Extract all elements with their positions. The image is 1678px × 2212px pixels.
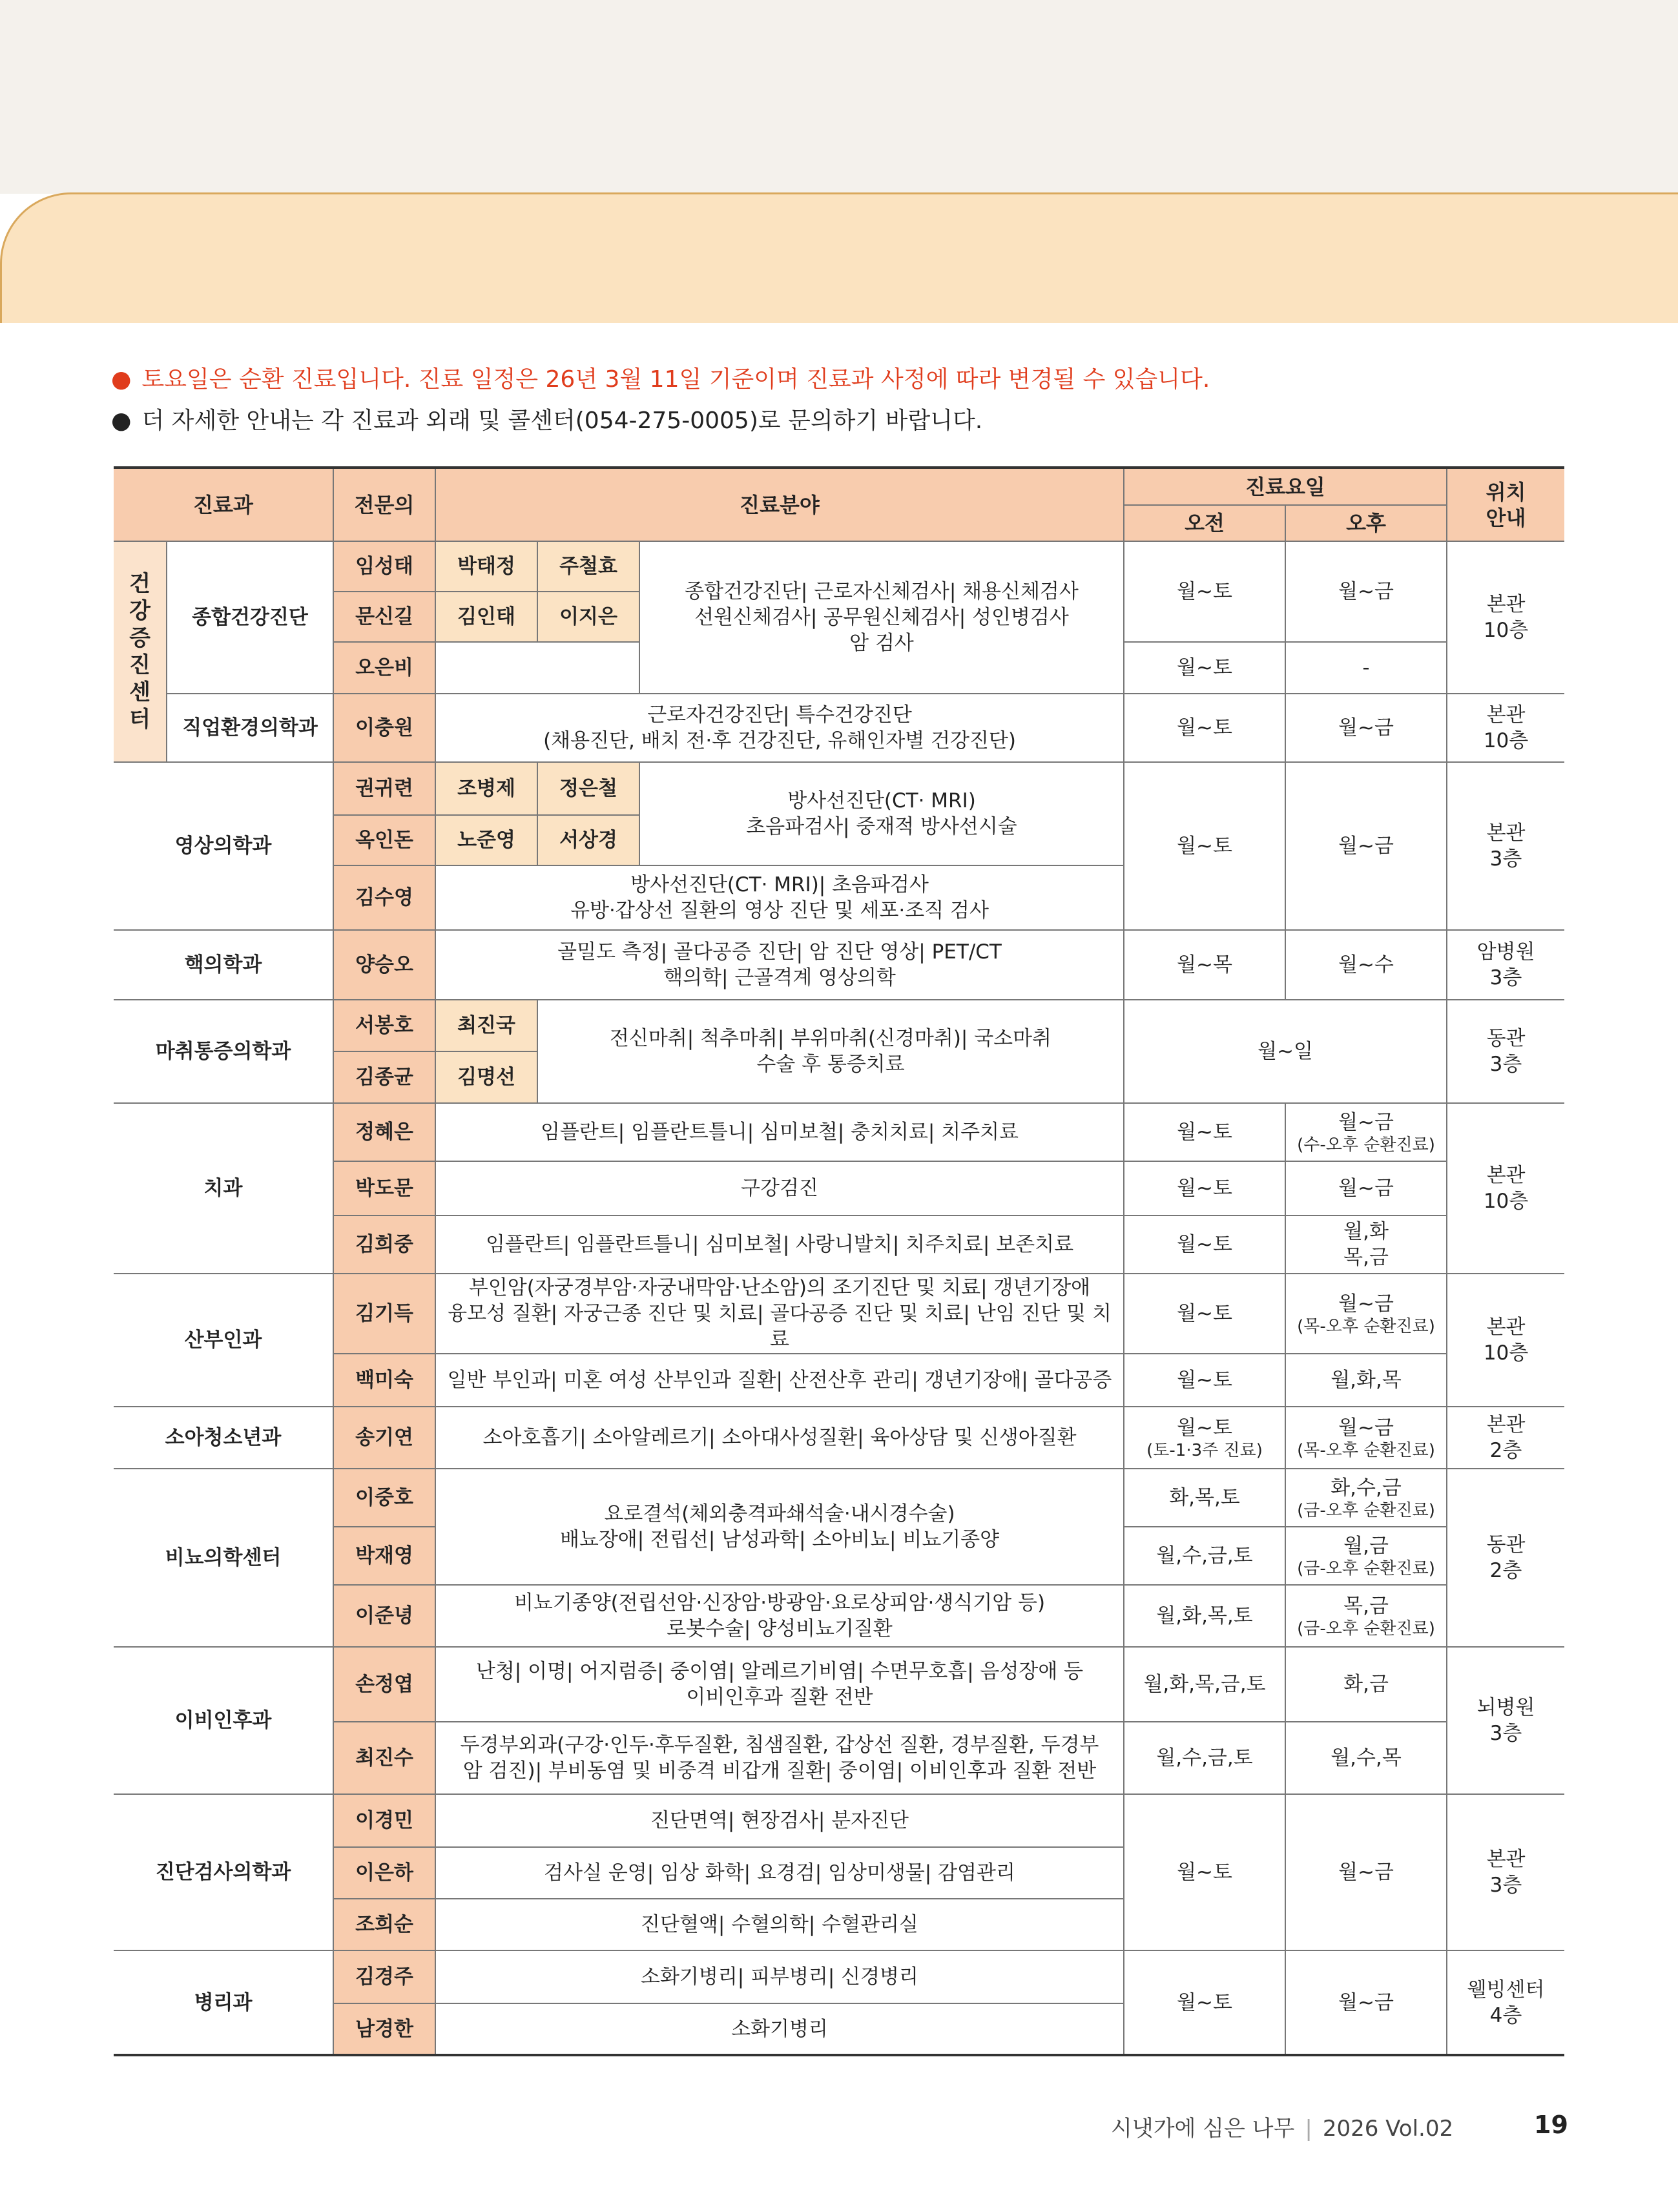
footer-separator: | — [1305, 2116, 1312, 2142]
am-note: (토-1·3주 진료) — [1146, 1441, 1263, 1460]
field-text: 요로결석(체외충격파쇄석술·내시경수술) 배뇨장애| 전립선| 남성과학| 소아비뇨| 비뇨기종양 — [435, 1469, 1124, 1585]
doctor-name: 옥인돈 — [333, 815, 435, 865]
pm-days: 월~금 — [1285, 541, 1447, 642]
field-text: 진단혈액| 수혈의학| 수혈관리실 — [435, 1899, 1124, 1950]
pm-days-text: 월~금 — [1338, 1416, 1394, 1440]
magazine-title: 시냇가에 심은 나무 — [1111, 2116, 1295, 2142]
pm-days — [1285, 1585, 1447, 1647]
pm-note: (금-오후 순환진료) — [1297, 1559, 1435, 1578]
pm-note: (수-오후 순환진료) — [1297, 1135, 1435, 1155]
page-number: 19 — [1534, 2111, 1568, 2139]
doctor-name: 정은철 — [537, 762, 639, 815]
field-text: 소화기병리 — [435, 2003, 1124, 2055]
field-text: 임플란트| 임플란트틀니| 심미보철| 사랑니발치| 치주치료| 보존치료 — [435, 1215, 1124, 1274]
am-days: 월~토 — [1124, 694, 1285, 762]
pm-days: 월~금 — [1285, 694, 1447, 762]
pm-days — [1285, 1407, 1447, 1469]
pm-days-text: 월~금 — [1338, 1292, 1394, 1316]
doctor-name: 권귀련 — [333, 762, 435, 815]
doctor-name: 조희순 — [333, 1899, 435, 1950]
am-days: 월~토 — [1124, 1794, 1285, 1950]
doctor-name: 김기득 — [333, 1274, 435, 1354]
dept-name: 병리과 — [114, 1950, 333, 2055]
notice-block — [111, 359, 1597, 442]
pm-days: 월,화 목,금 — [1285, 1215, 1447, 1274]
doctor-name: 박재영 — [333, 1527, 435, 1585]
doctor-name: 문신길 — [333, 592, 435, 642]
dept-name: 산부인과 — [114, 1274, 333, 1407]
location: 본관 10층 — [1447, 1103, 1564, 1274]
pm-days — [1285, 1103, 1447, 1161]
am-days-text: 월~토 — [1177, 1416, 1232, 1440]
header-field: 진료분야 — [435, 468, 1124, 541]
field-text: 구강검진 — [435, 1161, 1124, 1215]
pm-days: 월~수 — [1285, 930, 1447, 1000]
issue-label: 2026 Vol.02 — [1322, 2116, 1454, 2142]
doctor-name: 서봉호 — [333, 1000, 435, 1051]
doctor-name: 임성태 — [333, 541, 435, 592]
bullet-icon: ● — [111, 366, 132, 393]
schedule-table — [114, 466, 1564, 2056]
location: 본관 10층 — [1447, 541, 1564, 694]
pm-days — [1285, 1274, 1447, 1354]
doctor-name: 김수영 — [333, 865, 435, 930]
doctor-name: 송기연 — [333, 1407, 435, 1469]
section-tab — [0, 192, 1678, 323]
pm-days — [1285, 1469, 1447, 1527]
notice-contact: ● 더 자세한 안내는 각 진료과 외래 및 콜센터(054-275-0005)로 문의하기 바랍니다. — [111, 400, 1597, 442]
field-text: 방사선진단(CT· MRI)| 초음파검사 유방·갑상선 질환의 영상 진단 및 세포·조직 검사 — [435, 865, 1124, 930]
location: 본관 3층 — [1447, 762, 1564, 930]
am-days: 화,목,토 — [1124, 1469, 1285, 1527]
doctor-name: 손정엽 — [333, 1647, 435, 1722]
doctor-name: 김경주 — [333, 1950, 435, 2003]
pm-days: 월~금 — [1285, 1794, 1447, 1950]
doctor-name: 박도문 — [333, 1161, 435, 1215]
doctor-name: 김인태 — [435, 592, 537, 642]
field-text: 소화기병리| 피부병리| 신경병리 — [435, 1950, 1124, 2003]
field-text: 난청| 이명| 어지럼증| 중이염| 알레르기비염| 수면무호흡| 음성장애 등 이비인후과 질환 전반 — [435, 1647, 1124, 1722]
field-text: 근로자건강진단| 특수건강진단 (채용진단, 배치 전·후 건강진단, 유해인자별 건강진단) — [435, 694, 1124, 762]
pm-days: - — [1285, 642, 1447, 694]
header-days: 진료요일 — [1124, 468, 1447, 505]
doctor-name: 이충원 — [333, 694, 435, 762]
field-text: 전신마취| 척추마취| 부위마취(신경마취)| 국소마취 수술 후 통증치료 — [537, 1000, 1124, 1103]
dept-name: 치과 — [114, 1103, 333, 1274]
location: 본관 10층 — [1447, 694, 1564, 762]
pm-days: 화,금 — [1285, 1647, 1447, 1722]
dept-name: 직업환경의학과 — [167, 694, 333, 762]
pm-days: 월~금 — [1285, 1950, 1447, 2055]
field-text: 부인암(자궁경부암·자궁내막암·난소암)의 조기진단 및 치료| 갱년기장애 융모성 질환| 자궁근종 진단 및 치료| 골다공증 진단 및 치료| 난임 진단 및 치료 — [435, 1274, 1124, 1354]
field-text: 종합건강진단| 근로자신체검사| 채용신체검사 선원신체검사| 공무원신체검사| 성인병검사 암 검사 — [639, 541, 1124, 694]
pm-days: 월~금 — [1285, 1161, 1447, 1215]
pm-days-text: 목,금 — [1343, 1595, 1389, 1618]
am-days — [1124, 1407, 1285, 1469]
doctor-name: 오은비 — [333, 642, 435, 694]
doctor-name: 이지은 — [537, 592, 639, 642]
dept-name: 핵의학과 — [114, 930, 333, 1000]
dept-name: 비뇨의학센터 — [114, 1469, 333, 1647]
page-footer — [1111, 2111, 1576, 2143]
doctor-name: 김종균 — [333, 1051, 435, 1103]
pm-note: (금-오후 순환진료) — [1297, 1619, 1435, 1638]
am-days: 월~토 — [1124, 1950, 1285, 2055]
am-days: 월,화,목,토 — [1124, 1585, 1285, 1647]
pm-days-text: 월~금 — [1338, 1111, 1394, 1134]
field-text: 진단면역| 현장검사| 분자진단 — [435, 1794, 1124, 1847]
field-text: 검사실 운영| 임상 화학| 요경검| 임상미생물| 감염관리 — [435, 1847, 1124, 1899]
doctor-name: 주철효 — [537, 541, 639, 592]
field-text: 일반 부인과| 미혼 여성 산부인과 질환| 산전산후 관리| 갱년기장애| 골다공증 — [435, 1354, 1124, 1407]
notice-rotation: ● 토요일은 순환 진료입니다. 진료 일정은 26년 3월 11일 기준이며 진료과 사정에 따라 변경될 수 있습니다. — [111, 359, 1597, 400]
pm-days: 월,화,목 — [1285, 1354, 1447, 1407]
location: 암병원 3층 — [1447, 930, 1564, 1000]
doctor-name: 정혜은 — [333, 1103, 435, 1161]
location: 본관 10층 — [1447, 1274, 1564, 1407]
location: 뇌병원 3층 — [1447, 1647, 1564, 1794]
am-days: 월,수,금,토 — [1124, 1527, 1285, 1585]
doctor-name: 남경한 — [333, 2003, 435, 2055]
am-days: 월~토 — [1124, 1161, 1285, 1215]
doctor-name: 박태정 — [435, 541, 537, 592]
pm-days: 월,수,목 — [1285, 1722, 1447, 1794]
doctor-name: 최진수 — [333, 1722, 435, 1794]
field-text: 골밀도 측정| 골다공증 진단| 암 진단 영상| PET/CT 핵의학| 근골격계 영상의학 — [435, 930, 1124, 1000]
doctor-name: 양승오 — [333, 930, 435, 1000]
am-days: 월~토 — [1124, 541, 1285, 642]
am-days: 월~토 — [1124, 642, 1285, 694]
pm-note: (목-오후 순환진료) — [1297, 1317, 1435, 1336]
doctor-name: 노준영 — [435, 815, 537, 865]
dept-name: 마취통증의학과 — [114, 1000, 333, 1103]
header-doctor: 전문의 — [333, 468, 435, 541]
pm-note: (금-오후 순환진료) — [1297, 1501, 1435, 1520]
field-text: 비뇨기종양(전립선암·신장암·방광암·요로상피암·생식기암 등) 로봇수술| 양성비뇨기질환 — [435, 1585, 1124, 1647]
header-dept: 진료과 — [114, 468, 333, 541]
empty-cell — [435, 642, 639, 694]
am-days: 월,수,금,토 — [1124, 1722, 1285, 1794]
am-days: 월~토 — [1124, 762, 1285, 930]
field-text: 방사선진단(CT· MRI) 초음파검사| 중재적 방사선시술 — [639, 762, 1124, 865]
dept-name: 종합건강진단 — [167, 541, 333, 694]
header-am: 오전 — [1124, 505, 1285, 541]
header-location: 위치 안내 — [1447, 468, 1564, 541]
group-health-center: 건 강 증 진 센 터 — [114, 541, 167, 762]
pm-days — [1285, 1527, 1447, 1585]
location: 동관 3층 — [1447, 1000, 1564, 1103]
location: 동관 2층 — [1447, 1469, 1564, 1647]
pm-days: 월~금 — [1285, 762, 1447, 930]
doctor-name: 백미숙 — [333, 1354, 435, 1407]
doctor-name: 서상경 — [537, 815, 639, 865]
location: 본관 3층 — [1447, 1794, 1564, 1950]
header-band — [0, 0, 1678, 194]
doctor-name: 이중호 — [333, 1469, 435, 1527]
doctor-name: 이경민 — [333, 1794, 435, 1847]
field-text: 소아호흡기| 소아알레르기| 소아대사성질환| 육아상담 및 신생아질환 — [435, 1407, 1124, 1469]
bullet-icon: ● — [111, 408, 132, 434]
pm-days-text: 화,수,금 — [1331, 1476, 1402, 1500]
dept-name: 영상의학과 — [114, 762, 333, 930]
field-text: 두경부외과(구강·인두·후두질환, 침샘질환, 갑상선 질환, 경부질환, 두경부 암 검진)| 부비동염 및 비중격 비갑개 질환| 중이염| 이비인후과 질환 전반 — [435, 1722, 1124, 1794]
am-days: 월~토 — [1124, 1215, 1285, 1274]
am-days: 월~목 — [1124, 930, 1285, 1000]
days: 월~일 — [1124, 1000, 1447, 1103]
doctor-name: 최진국 — [435, 1000, 537, 1051]
header-pm: 오후 — [1285, 505, 1447, 541]
dept-name: 소아청소년과 — [114, 1407, 333, 1469]
pm-days-text: 월,금 — [1343, 1535, 1389, 1558]
am-days: 월,화,목,금,토 — [1124, 1647, 1285, 1722]
doctor-name: 김명선 — [435, 1051, 537, 1103]
doctor-name: 조병제 — [435, 762, 537, 815]
field-text: 임플란트| 임플란트틀니| 심미보철| 충치치료| 치주치료 — [435, 1103, 1124, 1161]
dept-name: 이비인후과 — [114, 1647, 333, 1794]
pm-note: (목-오후 순환진료) — [1297, 1441, 1435, 1460]
doctor-name: 이준녕 — [333, 1585, 435, 1647]
doctor-name: 이은하 — [333, 1847, 435, 1899]
location: 본관 2층 — [1447, 1407, 1564, 1469]
am-days: 월~토 — [1124, 1103, 1285, 1161]
doctor-name: 김희중 — [333, 1215, 435, 1274]
location: 웰빙센터 4층 — [1447, 1950, 1564, 2055]
dept-name: 진단검사의학과 — [114, 1794, 333, 1950]
am-days: 월~토 — [1124, 1274, 1285, 1354]
am-days: 월~토 — [1124, 1354, 1285, 1407]
